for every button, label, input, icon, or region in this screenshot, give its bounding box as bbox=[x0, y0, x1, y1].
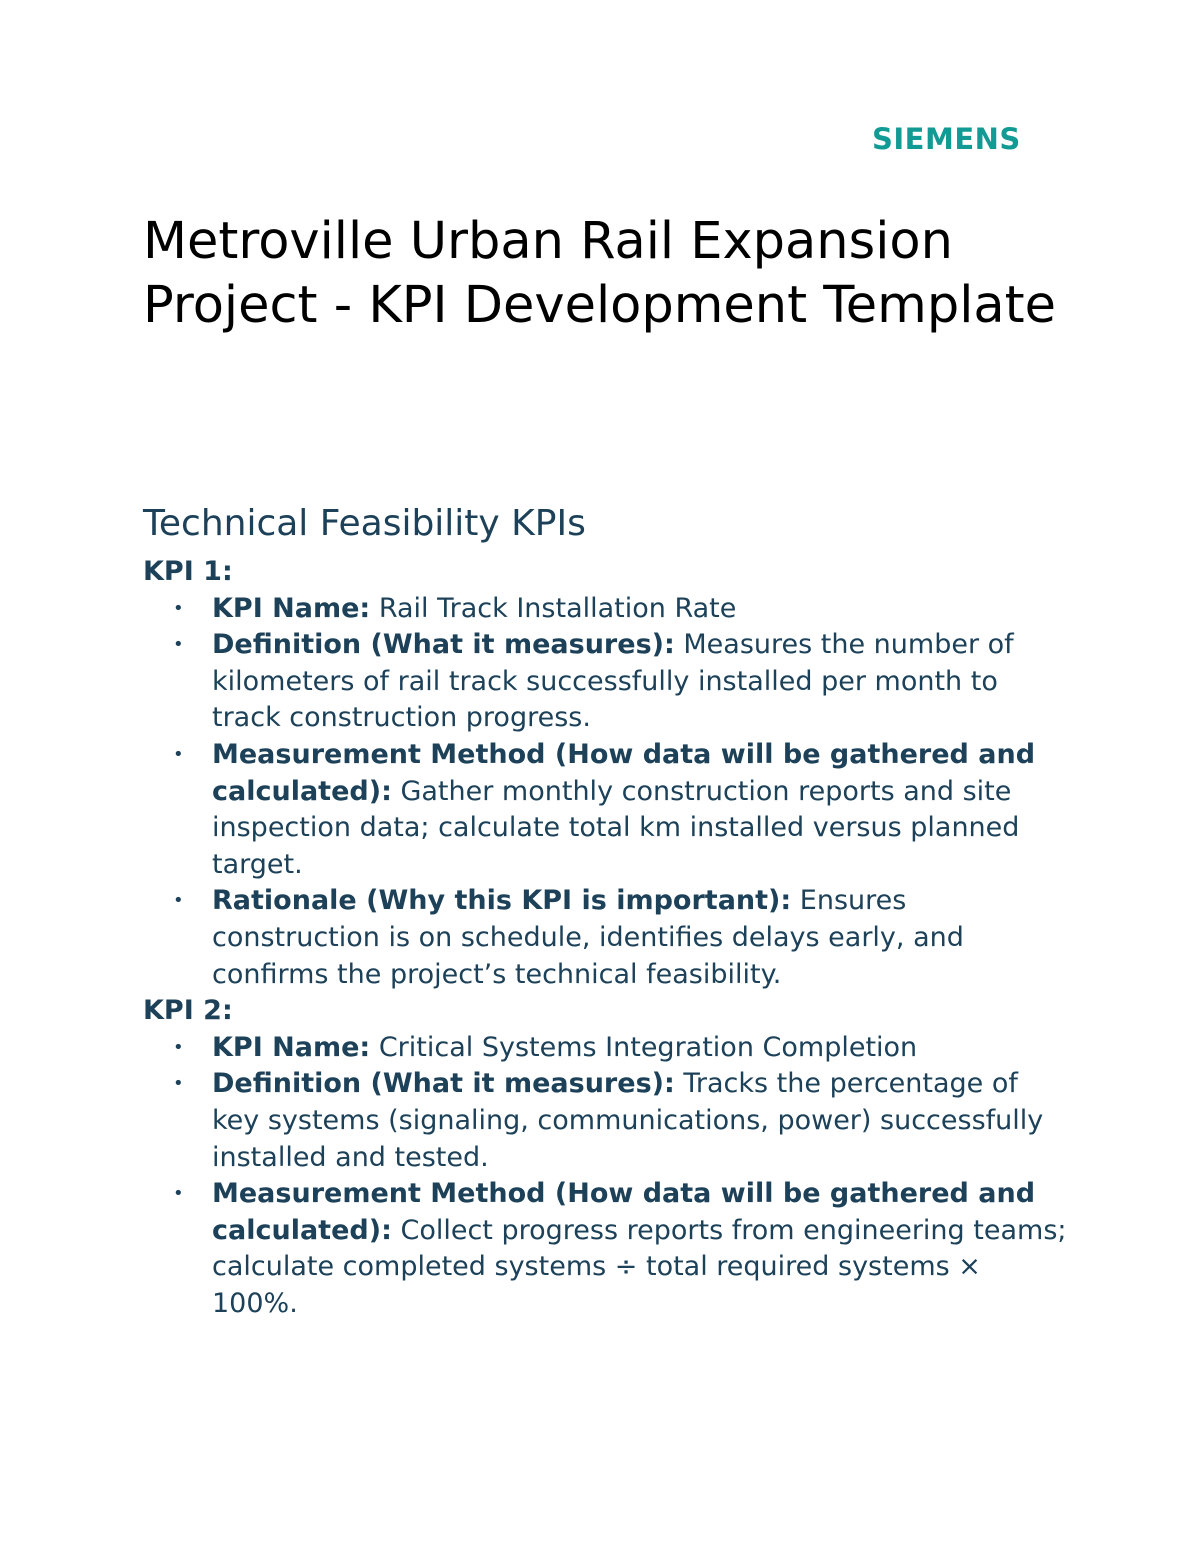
kpi-measurement-method-item bbox=[173, 737, 1073, 883]
kpi-item-value: Measures the number of kilometers of rail track successfully installed per month to track construction progress. bbox=[212, 629, 1014, 734]
kpi-block-2 bbox=[143, 993, 1073, 1322]
kpi-item-value: Ensures construction is on schedule, identifies delays early, and confirms the project’s technical feasibility. bbox=[212, 885, 964, 990]
kpi-item-label: Definition (What it measures): bbox=[212, 1068, 675, 1100]
siemens-logo: SIEMENS bbox=[872, 122, 1021, 156]
kpi-heading: KPI 2: bbox=[143, 995, 233, 1027]
bullet-icon: • bbox=[173, 1036, 184, 1058]
kpi-item-label: KPI Name: bbox=[212, 1031, 371, 1063]
kpi-item-label: Measurement Method (How data will be gathered and calculated): bbox=[212, 1178, 1036, 1246]
kpi-item-value: Critical Systems Integration Completion bbox=[378, 1031, 918, 1063]
kpi-definition-item bbox=[173, 1066, 1073, 1176]
kpi-measurement-method-item bbox=[173, 1176, 1073, 1322]
kpi-item-label: Rationale (Why this KPI is important): bbox=[212, 885, 792, 917]
bullet-icon: • bbox=[173, 1073, 184, 1095]
bullet-icon: • bbox=[173, 1183, 184, 1205]
kpi-rationale-item bbox=[173, 883, 1073, 993]
kpi-block-1 bbox=[143, 554, 1073, 993]
kpi-name-item bbox=[173, 591, 1073, 628]
kpi-name-item bbox=[173, 1030, 1073, 1067]
kpi-definition-item bbox=[173, 627, 1073, 737]
bullet-icon: • bbox=[173, 743, 184, 765]
document-body bbox=[143, 498, 1073, 1322]
kpi-item-value: Rail Track Installation Rate bbox=[378, 592, 737, 624]
bullet-icon: • bbox=[173, 597, 184, 619]
kpi-item-value: Collect progress reports from engineering teams; calculate completed systems ÷ total required systems × 100%. bbox=[212, 1214, 1067, 1319]
bullet-icon: • bbox=[173, 890, 184, 912]
kpi-heading: KPI 1: bbox=[143, 556, 233, 587]
bullet-icon: • bbox=[173, 634, 184, 656]
kpi-item-value: Tracks the percentage of key systems (signaling, communications, power) successfully installed and tested. bbox=[212, 1068, 1044, 1173]
document-title: Metroville Urban Rail Expansion Project - KPI Development Template bbox=[143, 212, 1057, 335]
kpi-item-label: Measurement Method (How data will be gathered and calculated): bbox=[212, 738, 1036, 807]
section-heading: Technical Feasibility KPIs bbox=[143, 503, 586, 544]
kpi-detail-list bbox=[143, 591, 1073, 994]
kpi-item-label: KPI Name: bbox=[212, 592, 371, 624]
kpi-detail-list bbox=[143, 1030, 1073, 1323]
kpi-item-label: Definition (What it measures): bbox=[212, 629, 675, 661]
kpi-item-value: Gather monthly construction reports and site inspection data; calculate total km installed versus planned target. bbox=[212, 775, 1020, 880]
